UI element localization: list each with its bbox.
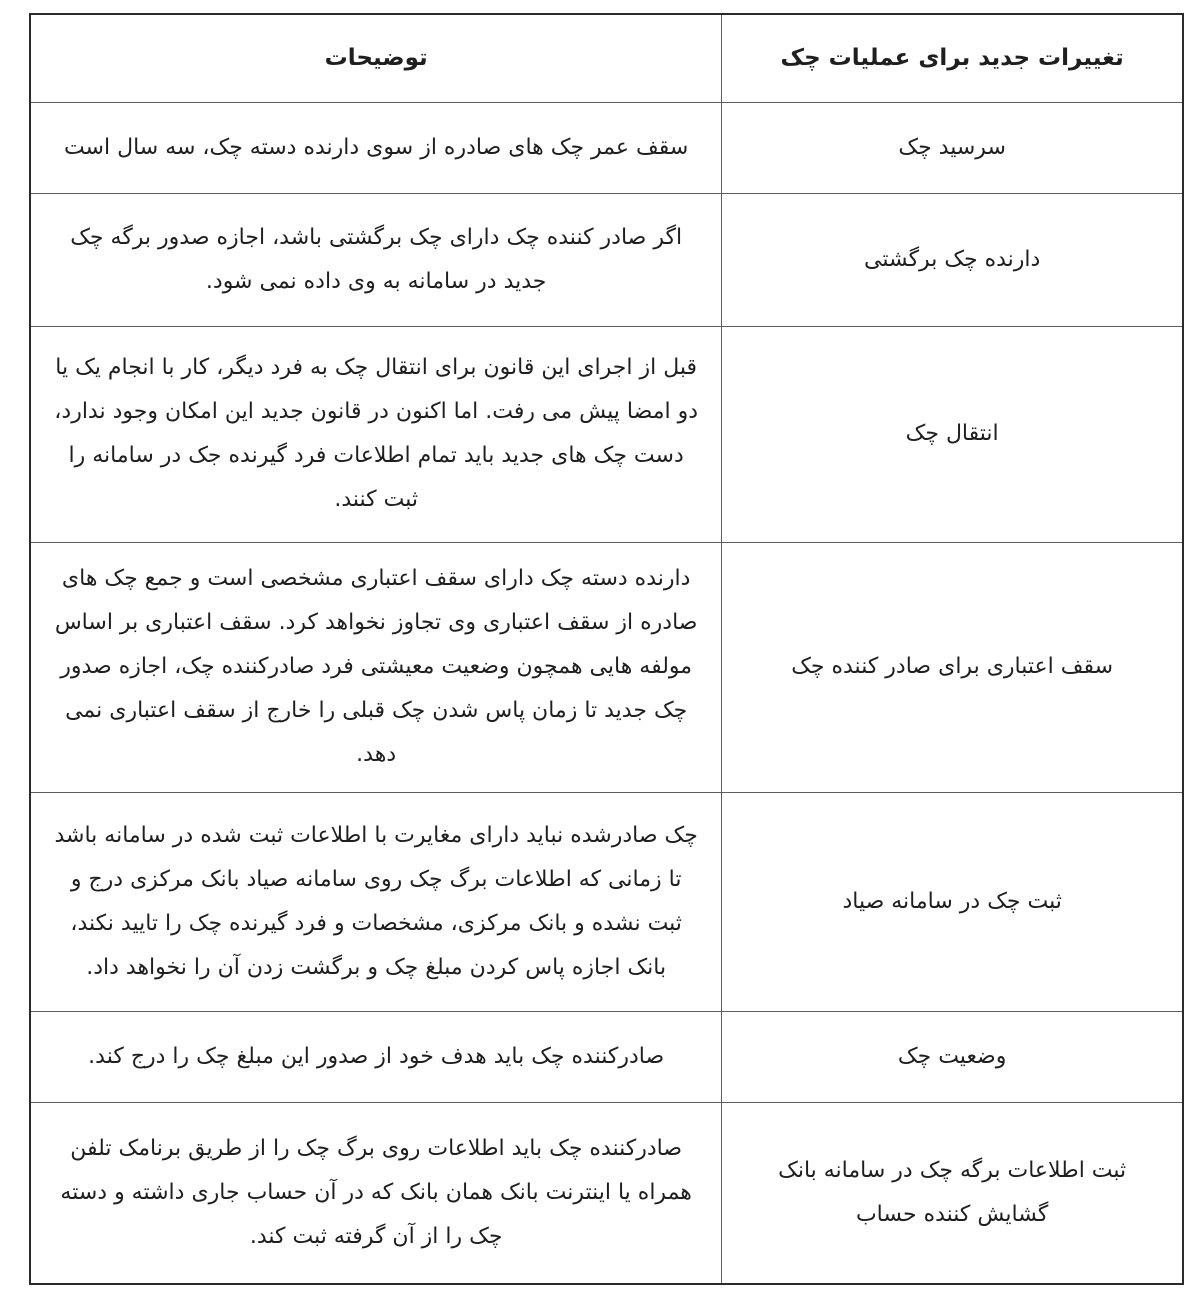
row-description-cell: صادرکننده چک باید هدف خود از صدور این مبلغ چک را درج کند. — [30, 1011, 722, 1102]
row-description-cell: سقف عمر چک های صادره از سوی دارنده دسته چک، سه سال است — [30, 102, 722, 193]
row-title-cell: سرسید چک — [722, 102, 1183, 193]
row-description-cell: صادرکننده چک باید اطلاعات روی برگ چک را از طریق برنامک تلفن همراه یا اینترنت بانک همان بانک که در آن حساب جاری داشته و دسته چک را از آن گرفته ثبت کند. — [30, 1102, 722, 1284]
check-rules-table — [29, 13, 1184, 1285]
table-row — [30, 193, 1183, 326]
row-title-cell: وضعیت چک — [722, 1011, 1183, 1102]
row-title-cell: سقف اعتباری برای صادر کننده چک — [722, 542, 1183, 792]
row-title-cell: ثبت چک در سامانه صیاد — [722, 792, 1183, 1011]
row-description-cell: دارنده دسته چک دارای سقف اعتباری مشخصی است و جمع چک های صادره از سقف اعتباری وی تجاوز نخواهد کرد. سقف اعتباری بر اساس مولفه هایی همچون وضعیت معیشتی فرد صادرکننده چک، اجازه صدور چک جدید تا زمان پاس شدن چک قبلی را خارج از سقف اعتباری نمی دهد. — [30, 542, 722, 792]
table-body — [30, 102, 1183, 1284]
table-header — [30, 14, 1183, 102]
table-row — [30, 542, 1183, 792]
table-row — [30, 326, 1183, 542]
header-cell-description: توضیحات — [30, 14, 722, 102]
row-title-cell: انتقال چک — [722, 326, 1183, 542]
table-row — [30, 1011, 1183, 1102]
row-description-cell: اگر صادر کننده چک دارای چک برگشتی باشد، اجازه صدور برگه چک جدید در سامانه به وی داده نمی شود. — [30, 193, 722, 326]
table-row — [30, 792, 1183, 1011]
row-title-cell: ثبت اطلاعات برگه چک در سامانه بانک گشایش کننده حساب — [722, 1102, 1183, 1284]
header-row — [30, 14, 1183, 102]
table-row — [30, 102, 1183, 193]
row-description-cell: چک صادرشده نباید دارای مغایرت با اطلاعات ثبت شده در سامانه باشد تا زمانی که اطلاعات برگ چک روی سامانه صیاد بانک مرکزی درج و ثبت نشده و بانک مرکزی، مشخصات و فرد گیرنده چک را تایید نکند، بانک اجازه پاس کردن مبلغ چک و برگشت زدن آن را نخواهد داد. — [30, 792, 722, 1011]
table-row — [30, 1102, 1183, 1284]
row-title-cell: دارنده چک برگشتی — [722, 193, 1183, 326]
row-description-cell: قبل از اجرای این قانون برای انتقال چک به فرد دیگر، کار با انجام یک یا دو امضا پیش می رفت. اما اکنون در قانون جدید این امکان وجود ندارد، دست چک های جدید باید تمام اطلاعات فرد گیرنده جک در سامانه را ثبت کنند. — [30, 326, 722, 542]
header-cell-title: تغییرات جدید برای عملیات چک — [722, 14, 1183, 102]
